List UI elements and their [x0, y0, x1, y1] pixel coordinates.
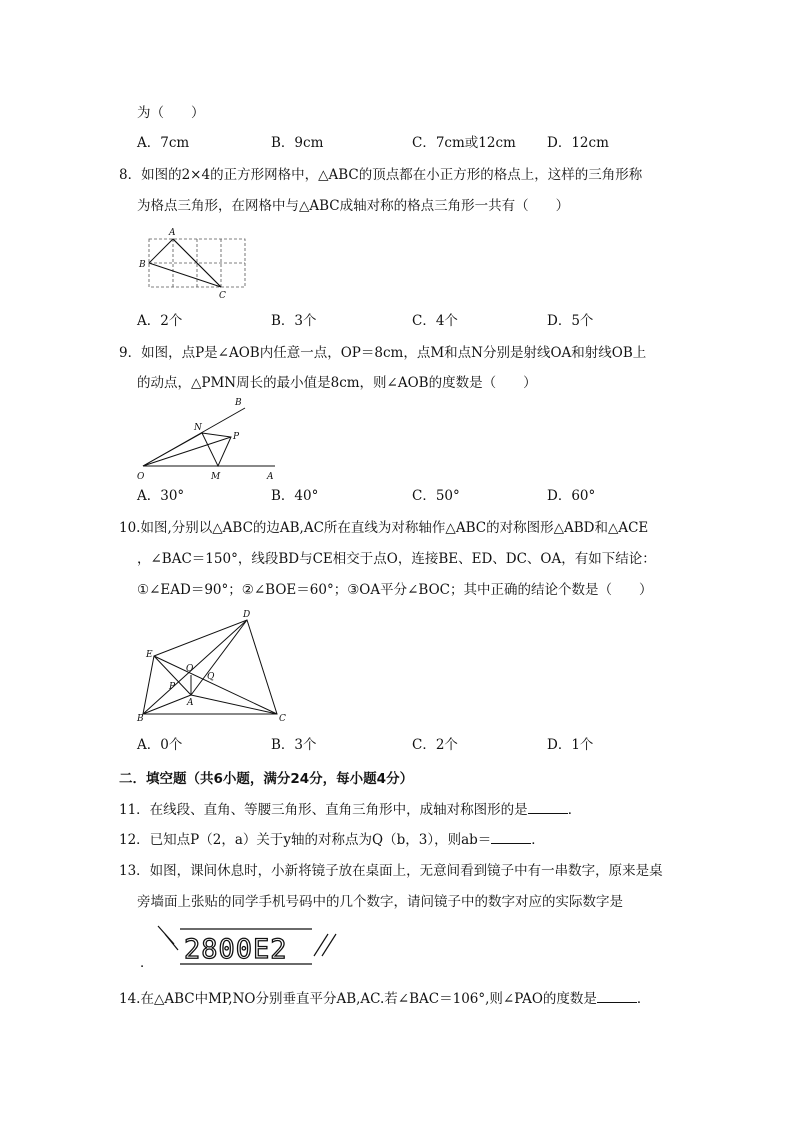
q9-line2: 的动点，△PMN周长的最小值是8cm，则∠AOB的度数是（ ） — [137, 375, 537, 391]
q7-cont: 为（ ） — [137, 105, 205, 121]
q9-angle-figure — [135, 395, 285, 485]
q9-label-b: B — [235, 398, 242, 408]
q9-line1: 9．如图，点P是∠AOB内任意一点，OP＝8cm，点M和点N分别是射线OA和射线OB上 — [119, 345, 647, 361]
q9-label-m: M — [211, 472, 221, 482]
section-title-fill-in: 二．填空题（共6小题，满分24分，每小题4分） — [119, 771, 414, 787]
q10-label-e: E — [146, 650, 153, 660]
q8-option-c: C．4个 — [412, 313, 458, 329]
q11-end: ． — [567, 802, 582, 818]
q8-option-a: A．2个 — [137, 313, 183, 329]
q9-option-a: A．30° — [137, 488, 185, 504]
q10-label-b: B — [137, 714, 144, 724]
q14-answer-blank[interactable] — [597, 990, 637, 1003]
q10-option-d: D．1个 — [547, 737, 594, 753]
q10-option-c: C．2个 — [412, 737, 458, 753]
q7-option-c: C．7cm或12cm — [412, 135, 516, 151]
q10-line3: ①∠EAD＝90°；②∠BOE＝60°；③OA平分∠BOC；其中正确的结论个数是（ ） — [137, 582, 653, 598]
q10-line1: 10.如图,分别以△ABC的边AB,AC所在直线为对称轴作△ABC的对称图形△ABD和△ACE — [119, 520, 649, 536]
q10-label-a: A — [187, 698, 194, 708]
q8-option-d: D．5个 — [547, 313, 594, 329]
q8-label-b: B — [139, 260, 146, 270]
q12-end: ． — [531, 832, 545, 848]
q8-label-c: C — [219, 291, 226, 301]
q8-label-a: A — [169, 228, 176, 238]
q13-line2: 旁墙面上张贴的同学手机号码中的几个数字，请问镜子中的数字对应的实际数字是 — [137, 894, 623, 910]
q10-option-b: B．3个 — [271, 737, 317, 753]
q12-text: 12．已知点P（2，a）关于y轴的对称点为Q（b，3），则ab＝ — [119, 832, 492, 848]
q11 — [119, 801, 581, 819]
q9-label-o: O — [137, 472, 145, 482]
q8-line1: 8．如图的2×4的正方形网格中，△ABC的顶点都在小正方形的格点上，这样的三角形称 — [119, 167, 643, 183]
q14-text: 14.在△ABC中MP,NO分别垂直平分AB,AC.若∠BAC＝106°,则∠PAO的度数是 — [119, 991, 597, 1007]
q8-grid-figure — [135, 225, 255, 305]
q13-mirror-digits: 2800E2 — [184, 934, 288, 965]
q10-line2: ，∠BAC＝150°，线段BD与CE相交于点O，连接BE、ED、DC、OA，有如下结论： — [137, 551, 656, 567]
q8-line2: 为格点三角形，在网格中与△ABC成轴对称的格点三角形一共有（ ） — [137, 198, 570, 214]
q12-answer-blank[interactable] — [491, 831, 531, 844]
q11-answer-blank[interactable] — [528, 801, 568, 814]
q7-option-b: B．9cm — [271, 135, 324, 151]
q12 — [119, 831, 545, 849]
q7-option-d: D．12cm — [547, 135, 609, 151]
q10-label-c: C — [279, 714, 286, 724]
q13-line1: 13．如图，课间休息时，小新将镜子放在桌面上，无意间看到镜子中有一串数字，原来是桌 — [119, 863, 663, 879]
q14 — [119, 990, 650, 1008]
q9-option-c: C．50° — [412, 488, 460, 504]
q9-label-n: N — [194, 423, 202, 433]
q13-end: ． — [140, 955, 154, 971]
q10-triangle-figure — [135, 605, 295, 730]
q10-label-p: P — [169, 682, 176, 692]
q10-label-o: O — [186, 664, 194, 674]
q9-option-b: B．40° — [271, 488, 319, 504]
q7-option-a: A．7cm — [137, 135, 190, 151]
q9-option-d: D．60° — [547, 488, 596, 504]
q9-label-p: P — [233, 432, 240, 442]
q10-label-q: Q — [207, 672, 215, 682]
q10-label-d: D — [243, 610, 251, 620]
q9-label-a: A — [267, 472, 274, 482]
q8-option-b: B．3个 — [271, 313, 317, 329]
q13-mirror-figure — [150, 922, 350, 972]
q14-end: ． — [636, 991, 651, 1007]
q10-option-a: A．0个 — [137, 737, 183, 753]
q11-text: 11．在线段、直角、等腰三角形、直角三角形中，成轴对称图形的是 — [119, 802, 528, 818]
